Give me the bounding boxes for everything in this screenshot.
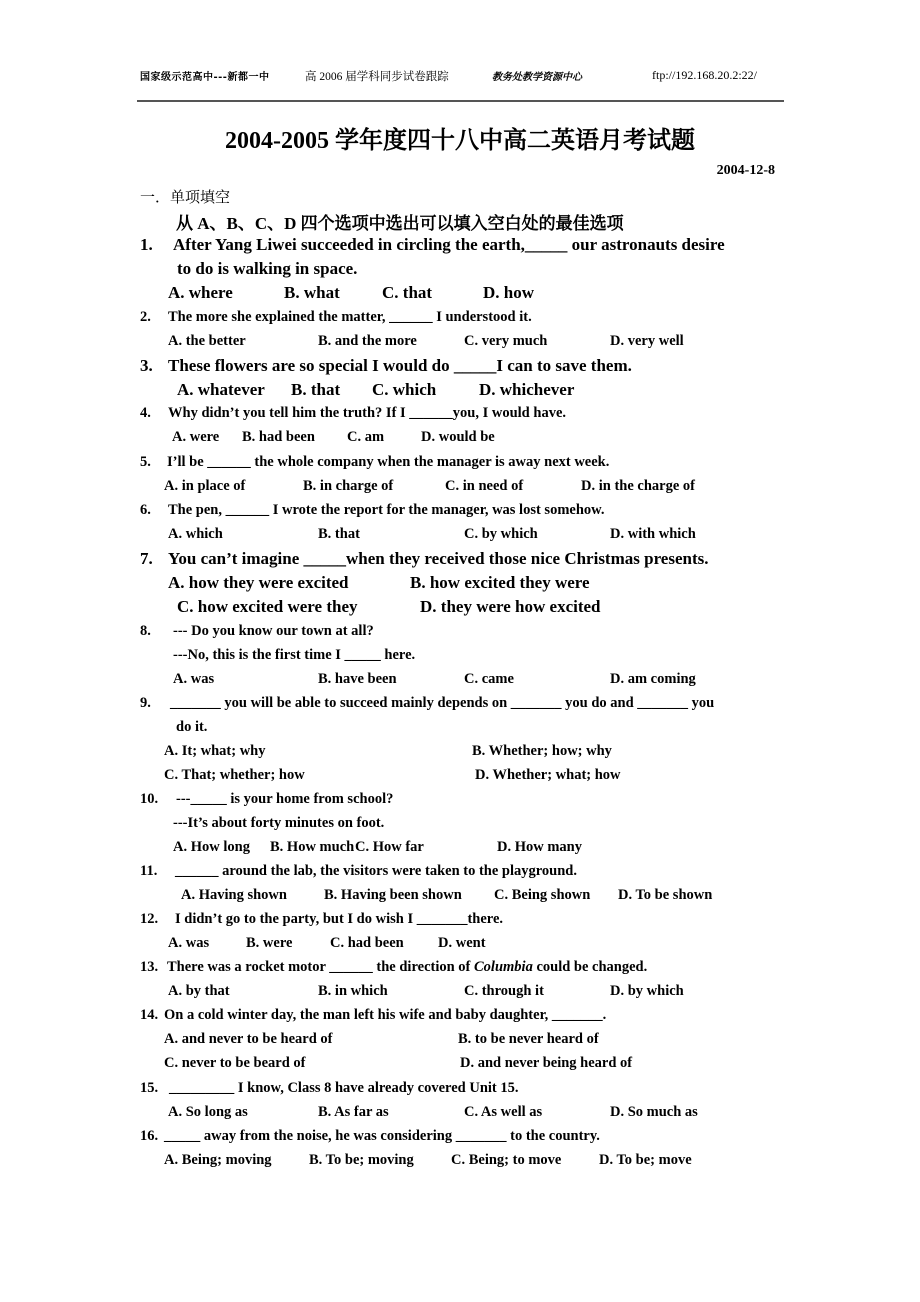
question-10 [140, 791, 394, 808]
option-c[interactable]: C. never to be beard of [164, 1055, 306, 1071]
question-number: 11. [140, 863, 158, 879]
option-c[interactable]: C. that [382, 283, 433, 302]
options-12 [168, 935, 788, 955]
question-13 [140, 959, 648, 976]
question-number: 1. [140, 235, 153, 254]
question-9 [140, 695, 715, 712]
options-7b [177, 597, 797, 619]
header-divider [137, 100, 784, 102]
option-d[interactable]: D. by which [610, 983, 684, 999]
question-4 [140, 405, 566, 422]
option-d[interactable]: D. To be shown [618, 887, 713, 903]
option-d[interactable]: D. How many [497, 839, 582, 855]
option-d[interactable]: D. Whether; what; how [475, 767, 621, 783]
option-b[interactable]: B. As far as [318, 1104, 389, 1120]
options-15 [168, 1104, 788, 1124]
option-d[interactable]: D. whichever [479, 380, 575, 399]
option-b[interactable]: B. that [318, 526, 360, 542]
option-b[interactable]: B. Having been shown [324, 887, 462, 903]
question-8 [140, 623, 374, 640]
question-number: 15. [140, 1080, 159, 1096]
header-ftp-link[interactable]: ftp://192.168.20.2:22/ [652, 68, 757, 82]
question-text-cont: ---It’s about forty minutes on foot. [173, 815, 385, 831]
section-heading: 一．单项填空 [140, 188, 231, 206]
option-a[interactable]: A. was [173, 671, 215, 687]
option-c[interactable]: C. in need of [445, 478, 524, 494]
options-14b [164, 1055, 784, 1075]
option-c[interactable]: C. through it [464, 983, 544, 999]
option-b[interactable]: B. that [291, 380, 341, 399]
option-c[interactable]: C. how excited were they [177, 597, 358, 616]
option-b[interactable]: B. to be never heard of [458, 1031, 599, 1047]
option-b[interactable]: B. had been [242, 429, 315, 445]
question-number: 10. [140, 791, 159, 807]
question-text: You can’t imagine _____when they received those nice Christmas presents. [168, 549, 709, 568]
option-b[interactable]: B. what [284, 283, 340, 302]
option-c[interactable]: C. That; whether; how [164, 767, 305, 783]
option-c[interactable]: C. How far [355, 839, 424, 855]
question-text: Why didn’t you tell him the truth? If I ______you, I would have. [168, 405, 566, 421]
options-14a [164, 1031, 784, 1051]
question-number: 3. [140, 356, 153, 375]
options-4 [172, 429, 792, 449]
option-a[interactable]: A. Having shown [181, 887, 287, 903]
header-school: 国家级示范高中---新都一中 [140, 72, 270, 83]
option-b[interactable]: B. Whether; how; why [472, 743, 612, 759]
question-text: _________ I know, Class 8 have already covered Unit 15. [169, 1080, 519, 1096]
option-c[interactable]: C. had been [330, 935, 404, 951]
option-d[interactable]: D. went [438, 935, 486, 951]
option-b[interactable]: B. were [246, 935, 293, 951]
question-text-cont: do it. [176, 719, 208, 735]
question-5 [140, 454, 610, 471]
option-d[interactable]: D. So much as [610, 1104, 698, 1120]
question-12 [140, 911, 504, 928]
option-d[interactable]: D. would be [421, 429, 495, 445]
question-14 [140, 1007, 607, 1024]
options-13 [168, 983, 788, 1003]
question-11 [140, 863, 577, 880]
option-b[interactable]: B. How much [270, 839, 355, 855]
question-number: 4. [140, 405, 151, 421]
question-number: 16. [140, 1128, 159, 1144]
question-text: The more she explained the matter, ______ I understood it. [168, 309, 532, 325]
question-15 [140, 1080, 519, 1097]
question-2 [140, 309, 532, 326]
options-8 [173, 671, 793, 691]
option-a[interactable]: A. Being; moving [164, 1152, 272, 1168]
option-d[interactable]: D. To be; move [599, 1152, 692, 1168]
question-number: 9. [140, 695, 151, 711]
question-text: There was a rocket motor ______ the direction of Columbia could be changed. [167, 959, 648, 975]
option-a[interactable]: A. the better [168, 333, 246, 349]
question-text: On a cold winter day, the man left his wife and baby daughter, _______. [164, 1007, 607, 1023]
option-d[interactable]: D. am coming [610, 671, 696, 687]
option-c[interactable]: C. came [464, 671, 514, 687]
question-text-cont: to do is walking in space. [177, 259, 358, 278]
option-a[interactable]: A. how they were excited [168, 573, 349, 592]
question-6 [140, 502, 605, 519]
question-number: 8. [140, 623, 151, 639]
option-c[interactable]: C. Being; to move [451, 1152, 562, 1168]
options-10 [173, 839, 793, 859]
option-c[interactable]: C. which [372, 380, 437, 399]
option-b[interactable]: B. have been [318, 671, 397, 687]
question-number: 6. [140, 502, 151, 518]
options-11 [181, 887, 801, 907]
question-7 [140, 549, 709, 569]
question-text: _______ you will be able to succeed mainly depends on _______ you do and _______ you [170, 695, 715, 711]
option-a[interactable]: A. where [168, 283, 233, 302]
options-9b [164, 767, 784, 787]
options-9a [164, 743, 784, 763]
exam-date: 2004-12-8 [716, 163, 775, 178]
option-c[interactable]: C. am [347, 429, 385, 445]
option-a[interactable]: A. were [172, 429, 220, 445]
question-number: 2. [140, 309, 151, 325]
question-number: 5. [140, 454, 151, 470]
option-a[interactable]: A. whatever [177, 380, 265, 399]
option-d[interactable]: D. in the charge of [581, 478, 695, 494]
options-1 [168, 283, 788, 305]
question-text: --- Do you know our town at all? [173, 623, 374, 639]
option-b[interactable]: B. and the more [318, 333, 417, 349]
options-6 [168, 526, 788, 546]
question-text: I’ll be ______ the whole company when the manager is away next week. [167, 454, 610, 470]
header-track: 高 2006 届学科同步试卷跟踪 [305, 71, 449, 83]
question-16 [140, 1128, 600, 1145]
option-a[interactable]: A. So long as [168, 1104, 248, 1120]
options-16 [164, 1152, 784, 1172]
option-d[interactable]: D. they were how excited [420, 597, 601, 616]
option-d[interactable]: D. and never being heard of [460, 1055, 633, 1071]
option-a[interactable]: A. in place of [164, 478, 246, 494]
question-3 [140, 356, 632, 376]
option-a[interactable]: A. was [168, 935, 210, 951]
option-c[interactable]: C. very much [464, 333, 548, 349]
question-number: 12. [140, 911, 159, 927]
option-c[interactable]: C. Being shown [494, 887, 591, 903]
option-b[interactable]: B. To be; moving [309, 1152, 414, 1168]
option-b[interactable]: B. how excited they were [410, 573, 590, 592]
question-text-cont: ---No, this is the first time I _____ here. [173, 647, 416, 663]
section-instruction: 从 A、B、C、D 四个选项中选出可以填入空白处的最佳选项 [176, 214, 624, 233]
question-number: 13. [140, 959, 159, 975]
header-center: 教务处教学资源中心 [492, 72, 582, 83]
question-text: After Yang Liwei succeeded in circling the earth,_____ our astronauts desire [173, 235, 725, 254]
question-number: 14. [140, 1007, 159, 1023]
page-header [140, 68, 785, 84]
question-number: 7. [140, 549, 153, 568]
question-text: The pen, ______ I wrote the report for the manager, was lost somehow. [168, 502, 605, 518]
option-a[interactable]: A. which [168, 526, 223, 542]
options-2 [168, 333, 788, 353]
option-c[interactable]: C. As well as [464, 1104, 543, 1120]
option-c[interactable]: C. by which [464, 526, 538, 542]
question-text: ---_____ is your home from school? [176, 791, 394, 807]
option-b[interactable]: B. in charge of [303, 478, 394, 494]
italic-ship-name: Columbia [474, 959, 533, 975]
question-text: _____ away from the noise, he was considering _______ to the country. [164, 1128, 600, 1144]
option-d[interactable]: D. very well [610, 333, 684, 349]
question-1 [140, 235, 725, 255]
option-b[interactable]: B. in which [318, 983, 388, 999]
option-a[interactable]: A. How long [173, 839, 250, 855]
option-d[interactable]: D. how [483, 283, 535, 302]
question-text: ______ around the lab, the visitors were taken to the playground. [175, 863, 577, 879]
page-title: 2004-2005 学年度四十八中高二英语月考试题 [225, 128, 695, 154]
option-a[interactable]: A. by that [168, 983, 230, 999]
options-3 [177, 380, 797, 402]
option-d[interactable]: D. with which [610, 526, 696, 542]
options-7a [168, 573, 788, 595]
option-a[interactable]: A. and never to be heard of [164, 1031, 333, 1047]
options-5 [164, 478, 784, 498]
question-text: These flowers are so special I would do _____I can to save them. [168, 356, 632, 375]
question-text: I didn’t go to the party, but I do wish I _______there. [175, 911, 504, 927]
option-a[interactable]: A. It; what; why [164, 743, 266, 759]
